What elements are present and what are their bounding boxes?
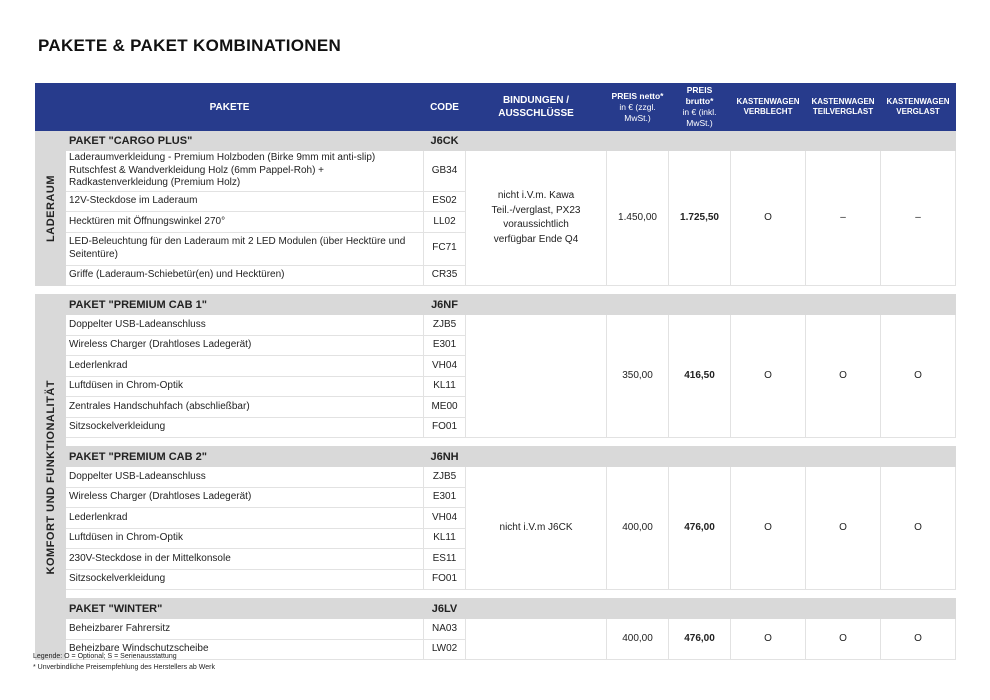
package-table [35, 83, 956, 660]
item-label: Griffe (Laderaum-Schiebetür(en) und Hecktüren) [66, 265, 424, 286]
item-label: Hecktüren mit Öffnungswinkel 270° [66, 212, 424, 233]
table-row [36, 315, 956, 336]
item-label: Doppelter USB-Ladeanschluss [66, 315, 424, 336]
package-code: J6NF [424, 295, 466, 315]
spacer-cell [66, 590, 956, 599]
price-brutto: 476,00 [669, 619, 731, 660]
package-row-winter [36, 599, 956, 619]
package-name: PAKET "PREMIUM CAB 1" [66, 295, 424, 315]
price-netto: 1.450,00 [607, 151, 669, 286]
item-code: LW02 [424, 639, 466, 660]
package-code: J6LV [424, 599, 466, 619]
table-header [36, 84, 956, 131]
package-row-fill [466, 599, 956, 619]
availability-verglast: O [881, 619, 956, 660]
item-label: Laderaumverkleidung - Premium Holzboden (Birke 9mm mit anti-slip) Rutschfest & Wandverkleidung Holz (6mm Pappel-Roh) + Radkastenverkleidung (Premium Holz) [66, 151, 424, 192]
item-code: ES11 [424, 549, 466, 570]
item-code: KL11 [424, 528, 466, 549]
item-code: GB34 [424, 151, 466, 192]
item-label: Lederlenkrad [66, 356, 424, 377]
item-code: FC71 [424, 232, 466, 265]
package-bindungen: nicht i.V.m. Kawa Teil.-/verglast, PX23 voraussichtlich verfügbar Ende Q4 [466, 151, 607, 286]
availability-verglast: – [881, 151, 956, 286]
table-row [36, 467, 956, 488]
availability-teilverglast: O [806, 619, 881, 660]
price-brutto: 416,50 [669, 315, 731, 438]
item-label: Beheizbare Windschutzscheibe [66, 639, 424, 660]
price-brutto: 476,00 [669, 467, 731, 590]
item-label: Sitzsockelverkleidung [66, 569, 424, 590]
availability-teilverglast: O [806, 467, 881, 590]
item-code: VH04 [424, 508, 466, 529]
table-row [36, 151, 956, 192]
package-name: PAKET "WINTER" [66, 599, 424, 619]
item-code: E301 [424, 487, 466, 508]
table-row [36, 619, 956, 640]
item-label: Zentrales Handschuhfach (abschließbar) [66, 397, 424, 418]
section-spacer [36, 286, 956, 295]
header-kastenwagen-teilverglast: KASTENWAGEN TEILVERGLAST [806, 84, 881, 131]
header-price-netto-sub: in € (zzgl. MwSt.) [619, 101, 656, 123]
header-code: CODE [424, 84, 466, 131]
package-bindungen [466, 619, 607, 660]
item-code: KL11 [424, 376, 466, 397]
package-row-cargo-plus [36, 131, 956, 151]
package-code: J6CK [424, 131, 466, 151]
page-title: PAKETE & PAKET KOMBINATIONEN [38, 36, 342, 55]
header-price-netto [607, 84, 669, 131]
legend [33, 651, 215, 673]
item-code: ZJB5 [424, 467, 466, 488]
header-bindungen: BINDUNGEN / AUSSCHLÜSSE [466, 84, 607, 131]
price-netto: 400,00 [607, 467, 669, 590]
availability-verblecht: O [731, 315, 806, 438]
item-code: LL02 [424, 212, 466, 233]
item-label: Luftdüsen in Chrom-Optik [66, 528, 424, 549]
item-label: 230V-Steckdose in der Mittelkonsole [66, 549, 424, 570]
item-code: ME00 [424, 397, 466, 418]
package-row-fill [466, 447, 956, 467]
category-komfort [36, 295, 66, 660]
price-brutto: 1.725,50 [669, 151, 731, 286]
item-label: Lederlenkrad [66, 508, 424, 529]
package-name: PAKET "PREMIUM CAB 2" [66, 447, 424, 467]
item-label: LED-Beleuchtung für den Laderaum mit 2 LED Modulen (über Hecktüre und Seitentüre) [66, 232, 424, 265]
availability-teilverglast: – [806, 151, 881, 286]
item-code: FO01 [424, 569, 466, 590]
section-spacer [36, 438, 956, 447]
package-row-premium-cab-1 [36, 295, 956, 315]
legend-line-1: Legende: O = Optional; S = Serienausstattung [33, 653, 177, 660]
package-name: PAKET "CARGO PLUS" [66, 131, 424, 151]
spacer-cell [36, 286, 956, 295]
availability-teilverglast: O [806, 315, 881, 438]
header-price-brutto-title: PREIS brutto* [685, 85, 714, 107]
item-label: Sitzsockelverkleidung [66, 417, 424, 438]
item-code: E301 [424, 335, 466, 356]
category-laderaum-label: LADERAUM [44, 174, 57, 242]
availability-verblecht: O [731, 467, 806, 590]
header-kastenwagen-verglast: KASTENWAGEN VERGLAST [881, 84, 956, 131]
section-spacer [36, 590, 956, 599]
package-bindungen: nicht i.V.m J6CK [466, 467, 607, 590]
availability-verglast: O [881, 467, 956, 590]
item-label: Doppelter USB-Ladeanschluss [66, 467, 424, 488]
item-code: VH04 [424, 356, 466, 377]
item-label: Beheizbarer Fahrersitz [66, 619, 424, 640]
category-laderaum [36, 131, 66, 286]
item-code: CR35 [424, 265, 466, 286]
header-price-brutto-sub: in € (inkl. MwSt.) [682, 107, 717, 129]
header-kastenwagen-verblecht: KASTENWAGEN VERBLECHT [731, 84, 806, 131]
category-komfort-label: KOMFORT UND FUNKTIONALITÄT [44, 379, 57, 575]
price-netto: 400,00 [607, 619, 669, 660]
availability-verblecht: O [731, 619, 806, 660]
item-code: FO01 [424, 417, 466, 438]
header-price-netto-title: PREIS netto* [611, 90, 664, 101]
legend-line-2: * Unverbindliche Preisempfehlung des Herstellers ab Werk [33, 664, 215, 672]
item-label: 12V-Steckdose im Laderaum [66, 191, 424, 212]
item-label: Wireless Charger (Drahtloses Ladegerät) [66, 335, 424, 356]
header-price-brutto [669, 84, 731, 131]
package-row-fill [466, 131, 956, 151]
package-code: J6NH [424, 447, 466, 467]
header-pakete: PAKETE [36, 84, 424, 131]
item-code: NA03 [424, 619, 466, 640]
item-label: Wireless Charger (Drahtloses Ladegerät) [66, 487, 424, 508]
package-bindungen [466, 315, 607, 438]
package-row-premium-cab-2 [36, 447, 956, 467]
item-label: Luftdüsen in Chrom-Optik [66, 376, 424, 397]
package-row-fill [466, 295, 956, 315]
price-netto: 350,00 [607, 315, 669, 438]
item-code: ZJB5 [424, 315, 466, 336]
spacer-cell [66, 438, 956, 447]
item-code: ES02 [424, 191, 466, 212]
availability-verblecht: O [731, 151, 806, 286]
availability-verglast: O [881, 315, 956, 438]
